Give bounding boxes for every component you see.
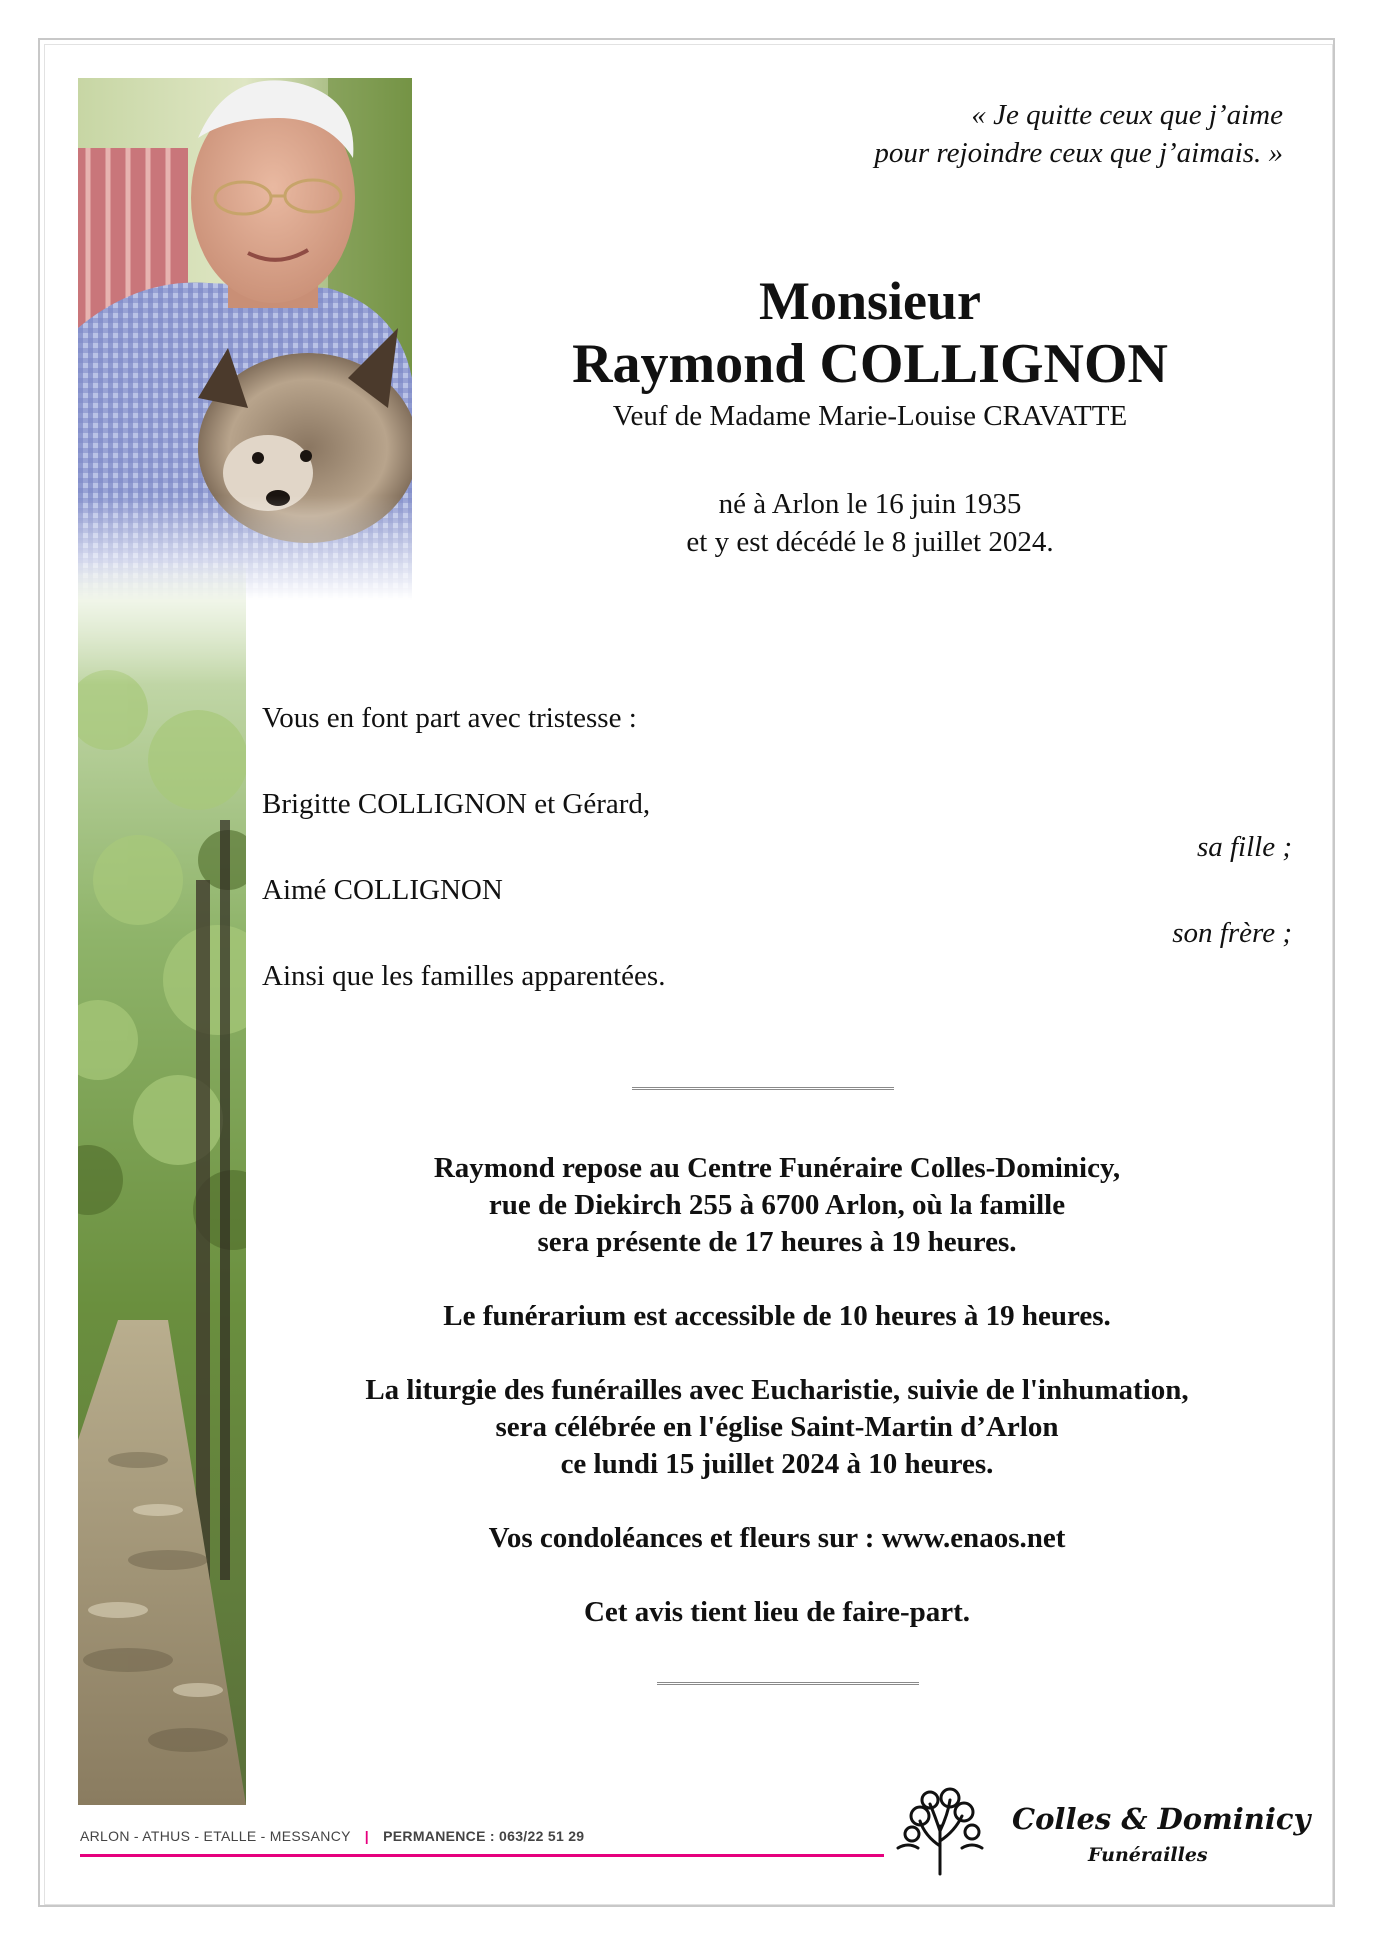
spouse-line: Veuf de Madame Marie-Louise CRAVATTE	[612, 400, 1128, 432]
family-member-relation: son frère ;	[1172, 917, 1292, 949]
funeral-info	[262, 1150, 1292, 1668]
liturgy-info	[262, 1372, 1292, 1483]
notice-info: Cet avis tient lieu de faire-part.	[583, 1596, 971, 1628]
tree-icon	[890, 1786, 990, 1876]
quote-line-1: « Je quitte ceux que j’aime	[971, 99, 1283, 131]
family-closing: Ainsi que les familles apparentées.	[262, 960, 666, 992]
forest-path-photo	[78, 560, 246, 1805]
rest-info	[262, 1150, 1292, 1261]
divider-bottom	[657, 1682, 919, 1689]
family-intro: Vous en font part avec tristesse :	[262, 702, 637, 734]
deceased-name: Raymond COLLIGNON	[572, 333, 1168, 395]
brand-name: Colles & Dominicy	[1012, 1802, 1311, 1836]
portrait-photo	[78, 78, 412, 600]
rest-line-2: rue de Diekirch 255 à 6700 Arlon, où la famille	[488, 1189, 1066, 1221]
rest-line-1: Raymond repose au Centre Funéraire Colles-Dominicy,	[433, 1152, 1121, 1184]
liturgy-line-3: ce lundi 15 juillet 2024 à 10 heures.	[560, 1448, 994, 1480]
company-logo	[884, 1780, 1311, 1880]
family-announcement	[262, 696, 1292, 998]
liturgy-line-2: sera célébrée en l'église Saint-Martin d’Arlon	[495, 1411, 1059, 1443]
death-line: et y est décédé le 8 juillet 2024.	[686, 526, 1054, 558]
access-info: Le funérarium est accessible de 10 heures à 19 heures.	[443, 1300, 1111, 1332]
footer-separator: |	[364, 1828, 369, 1844]
footer-permanence: PERMANENCE : 063/22 51 29	[383, 1828, 585, 1844]
quote-line-2: pour rejoindre ceux que j’aimais. »	[874, 137, 1283, 169]
family-member-name: Aimé COLLIGNON	[262, 874, 503, 906]
family-member-name: Brigitte COLLIGNON et Gérard,	[262, 788, 651, 820]
divider-top	[632, 1087, 894, 1094]
brand-subtitle: Funérailles	[1088, 1844, 1208, 1866]
rest-line-3: sera présente de 17 heures à 19 heures.	[537, 1226, 1017, 1258]
birth-line: né à Arlon le 16 juin 1935	[718, 488, 1022, 520]
family-member-relation: sa fille ;	[1196, 831, 1292, 863]
liturgy-line-1: La liturgie des funérailles avec Eucharistie, suivie de l'inhumation,	[365, 1374, 1189, 1406]
footer-locations: ARLON - ATHUS - ETALLE - MESSANCY	[80, 1828, 351, 1844]
civility-title: Monsieur	[759, 271, 981, 331]
epitaph-quote	[683, 96, 1283, 172]
deceased-name-block	[430, 270, 1310, 434]
life-dates	[430, 485, 1310, 561]
footer-contact	[80, 1828, 584, 1844]
condolences-info: Vos condoléances et fleurs sur : www.enaos.net	[488, 1522, 1066, 1554]
